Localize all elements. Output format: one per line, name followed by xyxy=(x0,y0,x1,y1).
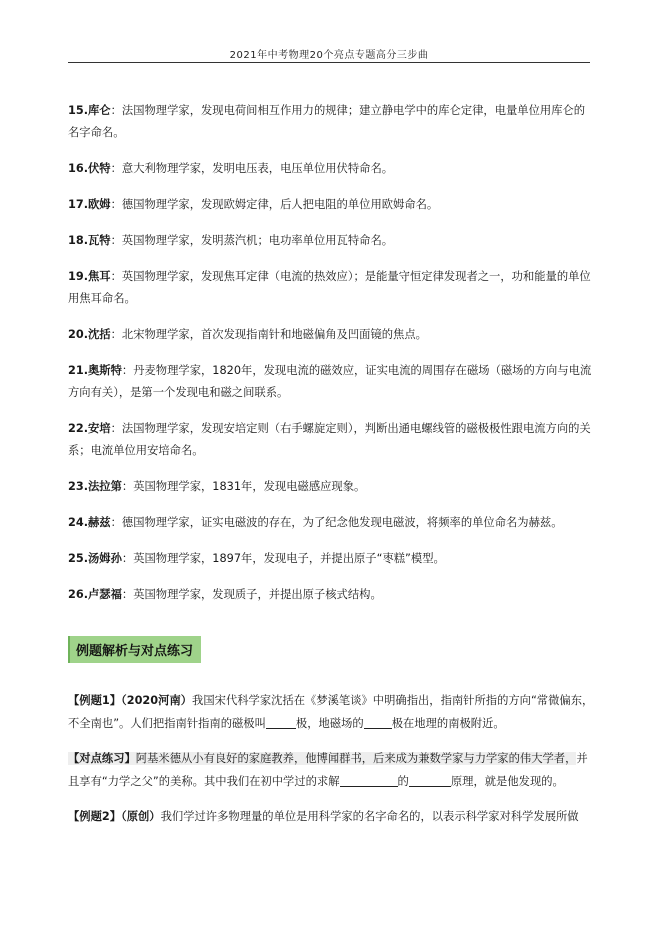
practice-text-a: 阿基米德从小有良好的家庭教养，他博闻群书，后来成为兼数学家与力学家的伟大学者， xyxy=(135,752,577,765)
practice-1 xyxy=(68,747,594,793)
example-2-source: （原创） xyxy=(121,810,161,823)
scientist-name: 19.焦耳 xyxy=(68,270,111,283)
example-1-text-c: 极在地理的南极附近。 xyxy=(391,717,505,730)
scientist-entry xyxy=(68,418,594,462)
scientist-name: 21.奥斯特 xyxy=(68,364,122,377)
scientist-description: ：法国物理学家，发现安培定则（右手螺旋定则），判断出通电螺线管的磁极极性跟电流方向的关系；电流单位用安培命名。 xyxy=(68,422,591,457)
scientist-description: ：德国物理学家，证实电磁波的存在，为了纪念他发现电磁波，将频率的单位命名为赫兹。 xyxy=(110,516,563,529)
scientist-description: ：丹麦物理学家，1820年，发现电流的磁效应，证实电流的周围存在磁场（磁场的方向与电流方向有关），是第一个发现电和磁之间联系。 xyxy=(68,364,592,399)
example-2-text-a: 我们学过许多物理量的单位是用科学家的名字命名的，以表示科学家对科学发展所做 xyxy=(160,810,579,823)
answer-blank[interactable] xyxy=(266,716,296,729)
scientist-description: ：英国物理学家，1831年，发现电磁感应现象。 xyxy=(121,480,366,493)
scientist-description: ：英国物理学家，发现质子，并提出原子核式结构。 xyxy=(121,588,382,601)
scientist-name: 17.欧姆 xyxy=(68,198,111,211)
practice-text-d: 原理，就是他发现的。 xyxy=(450,775,564,788)
scientist-name: 20.沈括 xyxy=(68,328,111,341)
scientist-description: ：英国物理学家，发现焦耳定律（电流的热效应）；是能量守恒定律发现者之一，功和能量的单位用焦耳命名。 xyxy=(68,270,591,305)
practice-tag: 【对点练习】 xyxy=(68,752,136,765)
scientist-description: ：英国物理学家，1897年，发现电子，并提出原子“枣糕”模型。 xyxy=(121,552,445,565)
scientist-entry xyxy=(68,194,594,216)
scientist-entry xyxy=(68,158,594,180)
scientist-description: ：意大利物理学家，发明电压表，电压单位用伏特命名。 xyxy=(110,162,394,175)
section-banner: 例题解析与对点练习 xyxy=(68,636,201,663)
scientist-entry xyxy=(68,584,594,606)
example-2 xyxy=(68,805,594,828)
answer-blank[interactable] xyxy=(340,774,398,787)
scientist-entry xyxy=(68,324,594,346)
header-divider xyxy=(68,62,590,63)
scientist-description: ：法国物理学家，发现电荷间相互作用力的规律；建立静电学中的库仑定律，电量单位用库仑的名字命名。 xyxy=(68,104,586,139)
scientist-entry xyxy=(68,476,594,498)
scientist-entry xyxy=(68,360,594,404)
answer-blank[interactable] xyxy=(409,774,451,787)
example-2-tag: 【例题2】 xyxy=(68,810,122,823)
example-1-text-b: 极，地磁场的 xyxy=(295,717,364,730)
page-header: 2021年中考物理20个亮点专题高分三步曲 xyxy=(229,50,429,61)
scientist-entry xyxy=(68,512,594,534)
answer-blank[interactable] xyxy=(364,716,392,729)
scientist-name: 22.安培 xyxy=(68,422,111,435)
example-1-text-a: 我国宋代科学家沈括在《梦溪笔谈》中明确指出，指南针所指的方向“常微偏东，不全南也”。人们把指南针指南的磁极叫 xyxy=(68,694,594,730)
scientist-name: 15.库仑 xyxy=(68,104,111,117)
practice-text-c: 的 xyxy=(397,775,409,788)
practice-text-b: 并且享有“力学之父”的美称。其中我们在初中学过的求解 xyxy=(68,752,588,788)
document-body xyxy=(68,100,594,840)
scientist-name: 18.瓦特 xyxy=(68,234,111,247)
scientist-description: ：英国物理学家，发明蒸汽机；电功率单位用瓦特命名。 xyxy=(110,234,394,247)
scientist-name: 24.赫兹 xyxy=(68,516,111,529)
example-1-source: （2020河南） xyxy=(121,694,193,707)
scientist-name: 26.卢瑟福 xyxy=(68,588,122,601)
scientist-entry xyxy=(68,548,594,570)
scientist-description: ：德国物理学家，发现欧姆定律，后人把电阻的单位用欧姆命名。 xyxy=(110,198,439,211)
example-1 xyxy=(68,689,594,735)
scientist-name: 16.伏特 xyxy=(68,162,111,175)
example-1-tag: 【例题1】 xyxy=(68,694,122,707)
scientist-entry xyxy=(68,230,594,252)
scientist-list xyxy=(68,100,594,606)
scientist-entry xyxy=(68,266,594,310)
scientist-name: 23.法拉第 xyxy=(68,480,122,493)
scientist-description: ：北宋物理学家，首次发现指南针和地磁偏角及凹面镜的焦点。 xyxy=(110,328,427,341)
scientist-name: 25.汤姆孙 xyxy=(68,552,122,565)
scientist-entry xyxy=(68,100,594,144)
